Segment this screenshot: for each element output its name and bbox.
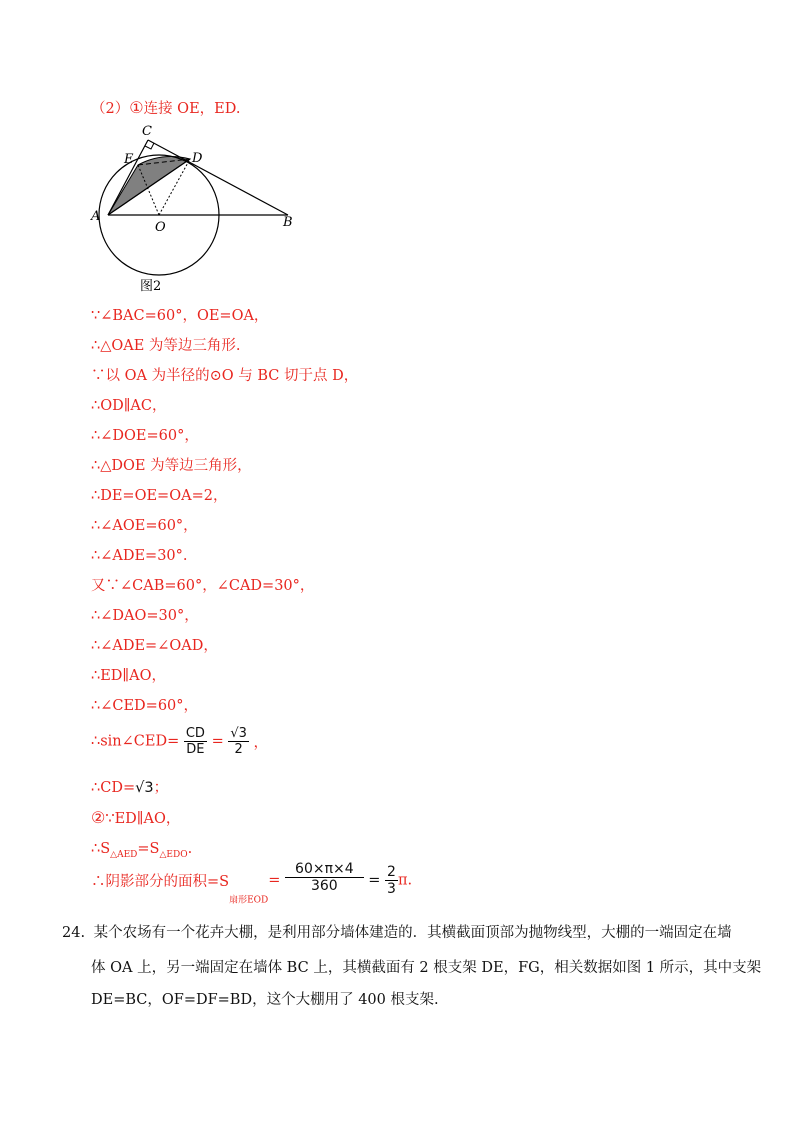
geometry-figure xyxy=(88,118,328,298)
proof-step: ∴ED∥AO， xyxy=(91,668,166,684)
problem-24-line2: 体 OA 上，另一端固定在墙体 BC 上，其横截面有 2 根支架 DE，FG，相关数据如图 1 所示，其中支架 xyxy=(91,960,762,976)
problem-24-line3: DE=BC，OF=DF=BD，这个大棚用了 400 根支架. xyxy=(91,992,439,1008)
fraction-cd-de xyxy=(184,726,207,757)
proof-step: ∴△DOE 为等边三角形， xyxy=(91,458,252,474)
area-prefix: ∴S xyxy=(91,841,111,857)
proof-step: ∴∠DAO=30°， xyxy=(91,608,199,624)
proof-step: ∴∠DOE=60°， xyxy=(91,428,199,444)
sin-suffix: ， xyxy=(253,735,268,751)
part2-heading xyxy=(91,809,180,828)
sin-equation xyxy=(91,726,268,757)
cd-prefix: ∴CD= xyxy=(91,780,136,796)
problem-24-line1 xyxy=(62,924,732,942)
sin-prefix: ∴sin∠CED= xyxy=(91,733,180,750)
label-e: E xyxy=(124,152,134,167)
proof-step: ∵以 OA 为半径的⊙O 与 BC 切于点 D， xyxy=(91,368,359,384)
fraction-numerator: 2 xyxy=(387,864,396,880)
fraction-denominator: 360 xyxy=(285,877,364,894)
label-o: O xyxy=(155,220,166,235)
area-suffix: . xyxy=(187,841,193,857)
proof-step: ∴△OAE 为等边三角形. xyxy=(91,338,241,354)
final-suffix: π. xyxy=(397,872,413,889)
fraction-numerator: 60×π×4 xyxy=(295,861,354,877)
area-mid: =S xyxy=(137,841,160,857)
fraction-denominator: 3 xyxy=(387,881,396,897)
subscript-sector: 扇形EOD xyxy=(229,895,269,906)
proof-step: ∴∠CED=60°， xyxy=(91,698,199,714)
part2-text: ∵ED∥AO， xyxy=(105,811,181,827)
final-prefix: ∴阴影部分的面积=S xyxy=(91,874,230,890)
subscript-edo: △EDO xyxy=(159,849,188,860)
cd-equation xyxy=(91,779,168,797)
equals-sign: = xyxy=(211,733,224,750)
part-label: （2） xyxy=(91,101,130,117)
proof-step: ∵∠BAC=60°，OE=OA， xyxy=(91,308,269,324)
label-d: D xyxy=(192,151,203,166)
part-heading xyxy=(91,99,240,118)
proof-step: 又∵∠CAB=60°，∠CAD=30°， xyxy=(91,578,315,594)
label-b: B xyxy=(283,215,293,230)
fraction-numerator: CD xyxy=(185,726,205,741)
label-c: C xyxy=(142,124,152,139)
fraction-denominator: 2 xyxy=(228,741,249,757)
heading-text: 连接 OE，ED. xyxy=(143,101,241,117)
problem-number: 24. xyxy=(62,925,86,941)
shaded-area-result xyxy=(91,861,413,906)
proof-step: ∴OD∥AC， xyxy=(91,398,167,414)
proof-step: ∴∠AOE=60°， xyxy=(91,518,198,534)
equals-sign: = xyxy=(368,872,381,889)
equals-sign: = xyxy=(268,872,281,889)
fraction-sector-formula xyxy=(285,861,364,894)
proof-step: ∴DE=OE=OA=2， xyxy=(91,488,228,504)
cd-suffix: ； xyxy=(153,780,169,796)
figure-caption: 图2 xyxy=(140,279,162,294)
area-equality xyxy=(91,840,192,864)
label-a: A xyxy=(91,209,101,224)
fraction-numerator: √3 xyxy=(230,726,247,741)
proof-step: ∴∠ADE=30°. xyxy=(91,548,188,564)
fraction-sqrt3-2 xyxy=(228,726,249,757)
problem-text: 某个农场有一个花卉大棚，是利用部分墙体建造的．其横截面顶部为抛物线型，大棚的一端固定在墙 xyxy=(93,925,732,941)
subscript-aed: △AED xyxy=(110,849,138,860)
proof-step: ∴∠ADE=∠OAD， xyxy=(91,638,218,654)
circled-number-1: ① xyxy=(129,98,144,117)
circled-number-2: ② xyxy=(91,808,106,827)
sqrt-value: √3 xyxy=(135,780,154,796)
fraction-denominator: DE xyxy=(184,741,207,757)
fraction-two-thirds xyxy=(385,864,398,897)
